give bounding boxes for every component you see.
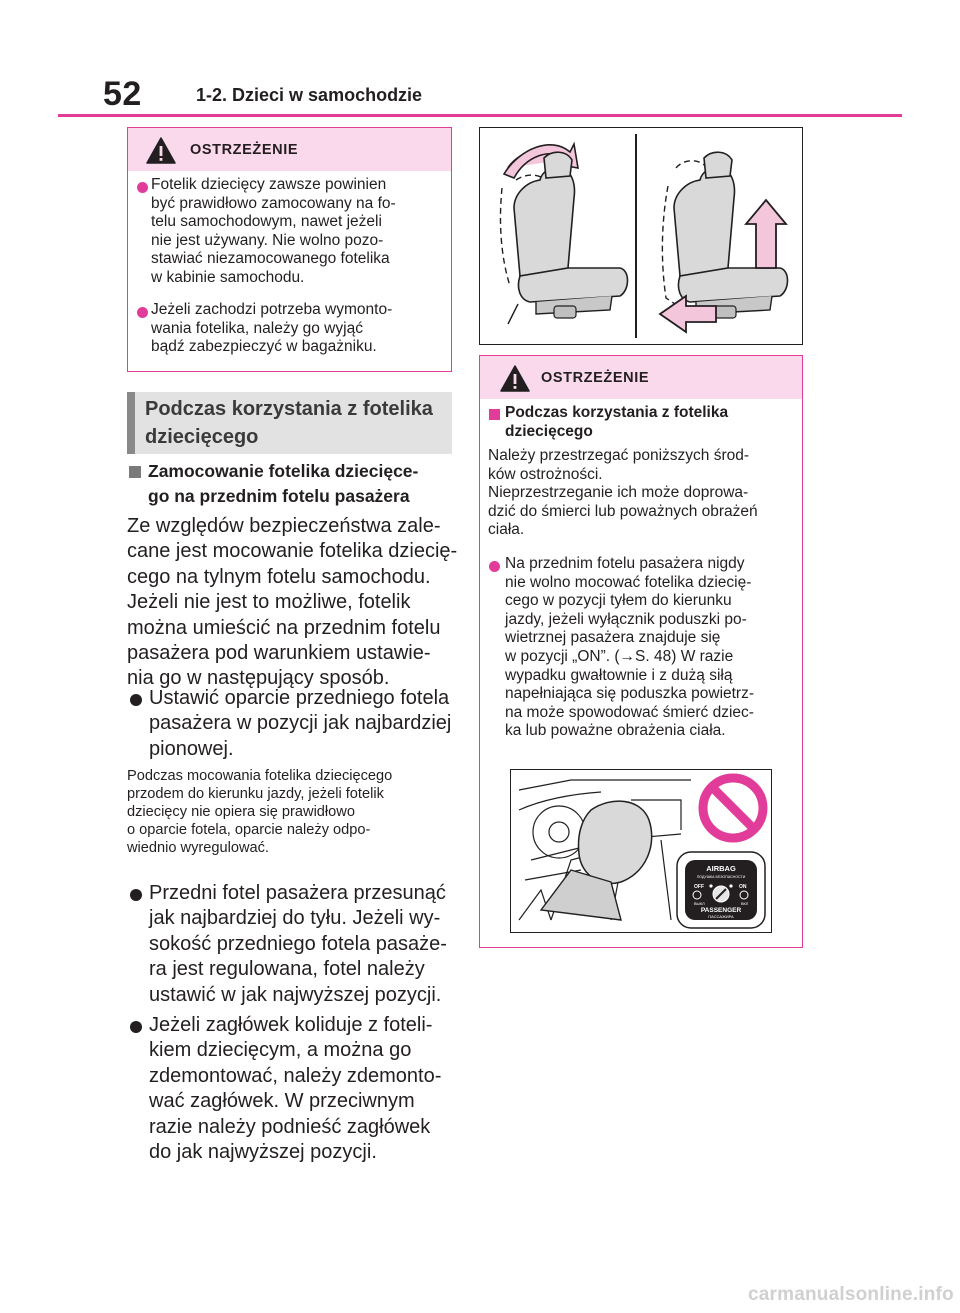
airbag-warning-figure [510, 769, 772, 933]
bullet-headrest: Jeżeli zagłówek koliduje z foteli- kiem dziecięcym, a można go zdemontować, należy zdemonto- wać zagłówek. W przeciwnym razie należy podnieść zagłówek do jak najwyższej pozycji. [149, 1014, 442, 1164]
bullet-dot [137, 307, 148, 318]
section-heading-bar [127, 392, 135, 454]
subsection-title: Zamocowanie fotelika dziecięce- go na przednim fotelu pasażera [148, 461, 419, 506]
seat-adjustment-figure [479, 127, 803, 345]
warning-triangle-icon [500, 365, 530, 392]
watermark: carmanualsonline.info [748, 1284, 954, 1305]
bullet-dot [489, 561, 500, 572]
warning-subtitle: Podczas korzystania z fotelika dziecięcego [505, 404, 729, 440]
bullet-dot [137, 182, 148, 193]
bullet-backrest: Ustawić oparcie przedniego fotela pasażera w pozycji jak najbardziej pionowej. [149, 687, 452, 760]
warning-item: Na przednim fotelu pasażera nigdy nie wolno mocować fotelika dziecię- cego w pozycji tyłem do kierunku jazdy, jeżeli wyłącznik poduszki po- wietrznej pasażera znajduje się w pozycji „ON”. (→S. 48) W razie wypadku gwałtownie i z dużą siłą napełniająca się poduszka powietrz- na może spowodować śmierć dziec- ka lub poważne obrażenia ciała. [505, 555, 755, 740]
indicator-on-ru: ВКЛ [741, 902, 749, 906]
indicator-passenger: PASSENGER [700, 907, 742, 914]
square-bullet [129, 466, 141, 478]
warning-title: OSTRZEŻENIE [190, 142, 299, 158]
warning-title: OSTRZEŻENIE [541, 370, 650, 386]
header-rule [58, 114, 902, 117]
warning-box-right [479, 355, 803, 948]
bullet-seat-position: Przedni fotel pasażera przesunąć jak najbardziej do tyłu. Jeżeli wy- sokość przedniego fotela pasaże- ra jest regulowana, fotel należy ustawić w jak najwyższej pozycji. [149, 882, 447, 1006]
warning-item: Jeżeli zachodzi potrzeba wymonto- wania fotelika, należy go wyjąć bądź zabezpieczyć w bagażniku. [151, 301, 393, 356]
warning-triangle-icon [146, 137, 176, 164]
indicator-airbag-ru: ПОДУШКА БЕЗОПАСНОСТИ [696, 875, 746, 879]
bullet-dot [130, 1021, 142, 1033]
note-text: Podczas mocowania fotelika dziecięcego przodem do kierunku jazdy, jeżeli fotelik dziecięcy nie opiera się prawidłowo o oparcie fotela, oparcie należy odpo- wiednio wyregulować. [127, 768, 393, 856]
airbag-illustration [511, 770, 771, 932]
bullet-dot [130, 694, 142, 706]
indicator-passenger-ru: ПАССАЖИРА [708, 914, 734, 919]
indicator-airbag-label: AIRBAG [706, 864, 736, 873]
seat-illustration [480, 128, 802, 344]
page-number: 52 [103, 75, 142, 113]
indicator-off: OFF [694, 884, 704, 890]
warning-paragraph: Należy przestrzegać poniższych środ- ków ostrożności. Nieprzestrzeganie ich może doprowa- dzić do śmierci lub poważnych obrażeń ciała. [488, 447, 758, 539]
warning-box-left [127, 127, 452, 372]
bullet-dot [130, 889, 142, 901]
indicator-on: ON [739, 884, 747, 890]
section-title: 1-2. Dzieci w samochodzie [196, 85, 423, 105]
square-bullet [489, 409, 500, 420]
warning-item: Fotelik dziecięcy zawsze powinien być prawidłowo zamocowany na fo- telu samochodowym, nawet jeżeli nie jest używany. Nie wolno pozo- stawiać niezamocowanego fotelika w kabinie samochodu. [151, 176, 396, 286]
section-heading: Podczas korzystania z fotelika dziecięcego [145, 398, 433, 448]
intro-paragraph: Ze względów bezpieczeństwa zale- cane jest mocowanie fotelika dziecię- cego na tylnym fotelu samochodu. Jeżeli nie jest to możliwe, fotelik można umieścić na przednim fotelu pasażera pod warunkiem ustawie- nia go w następujący sposób. [127, 515, 458, 690]
indicator-off-ru: ВЫКЛ [694, 902, 705, 906]
